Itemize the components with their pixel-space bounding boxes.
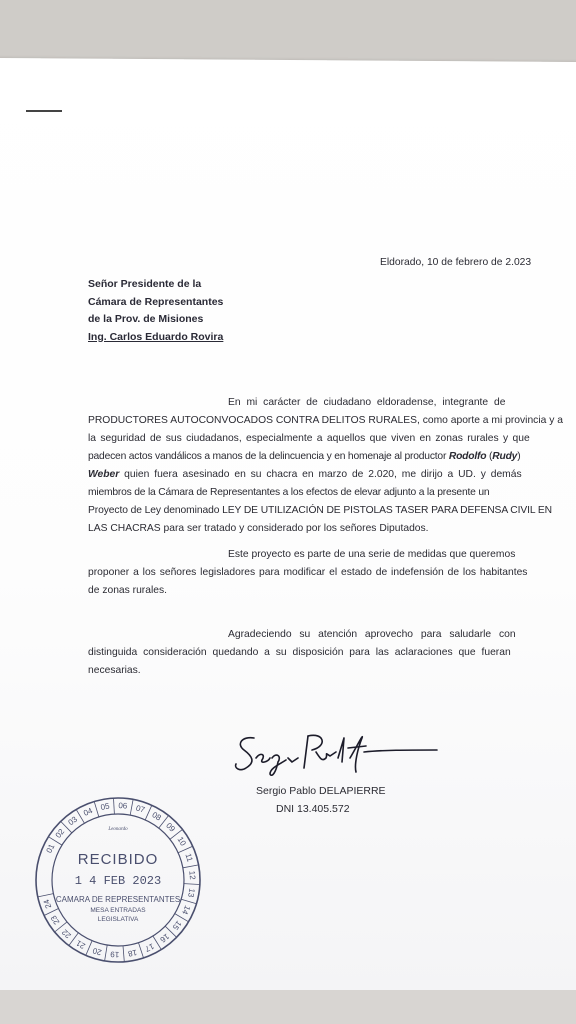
stamp-day-number: 11 [183,852,195,863]
paragraph-3-line: distinguida consideración quedando a su disposición para las aclaraciones que fueran [88,647,511,658]
page-bottom-edge [0,990,576,1024]
stamp-divider [183,865,199,868]
stamp-day-number: 08 [150,810,163,823]
stamp-day-number: 24 [41,898,54,910]
stamp-day-number: 05 [99,801,111,812]
stamp-day-number: 04 [82,806,94,818]
addressee-name: Ing. Carlos Eduardo Rovira [88,330,224,343]
stamp-day-number: 03 [66,814,80,828]
stamp-chamber: CAMARA DE REPRESENTANTES [55,895,181,904]
stamp-day-number: 15 [170,918,184,932]
paragraph-1-line: En mi carácter de ciudadano eldoradense, integrante de [228,397,506,408]
stamp-divider [139,943,144,958]
paragraph-1-line: la seguridad de sus ciudadanos, especialmente a aquellos que viven en zonas rurales y que [88,433,530,444]
paragraph-1-line: Proyecto de Ley denominado LEY DE UTILIZACIÓN DE PISTOLAS TASER PARA DEFENSA CIVIL EN [88,505,553,516]
stamp-day-number: 19 [110,949,120,959]
stamp-day-number: 09 [164,821,177,834]
stamp-day-number: 07 [134,803,147,815]
producer-nickname: Rudy [492,451,518,462]
paragraph-2-line: proponer a los señores legisladores para modificar el estado de indefensión de los habitantes [88,567,528,578]
paragraph-1-line: PRODUCTORES AUTOCONVOCADOS CONTRA DELITOS RURALES, como aporte a mi provincia y a [88,415,563,426]
paragraph-3-line: necesarias. [88,665,141,676]
stamp-divider [181,899,196,904]
stamp-department: LEGISLATIVA [97,916,139,923]
letter-date: Eldorado, 10 de febrero de 2.023 [380,257,532,268]
stamp-day-number: 21 [74,938,87,951]
stamp-day-number: 16 [158,931,171,945]
stamp-day-number: 14 [180,904,192,916]
margin-dash [26,110,62,112]
signer-name: Sergio Pablo DELAPIERRE [256,785,386,797]
producer-surname: Weber [88,469,120,480]
handwritten-signature [232,728,442,780]
paragraph-1-line [88,448,520,466]
paragraph-2-line: Este proyecto es parte de una serie de medidas que queremos [228,549,516,560]
producer-first-name: Rodolfo [448,451,487,462]
stamp-day-number: 02 [53,827,67,840]
text-run: quien fuera asesinado en su chacra en marzo de 2.020, me dirijo a UD. y demás [119,469,522,480]
text-run: padecen actos vandálicos a manos de la delincuencia y en homenaje al productor [88,451,449,462]
stamp-day-number: 06 [118,801,128,811]
stamp-day-number: 12 [187,870,197,880]
stamp-day-number: 17 [143,941,156,954]
stamp-date: 1 4 FEB 2023 [74,874,162,888]
stamp-day-number: 01 [44,842,57,855]
signer-dni: DNI 13.405.572 [276,803,350,815]
stamp-day-number: 22 [60,927,73,941]
stamp-day-number: 23 [49,913,62,927]
paragraph-1-line: LAS CHACRAS para ser tratado y considerado por los señores Diputados. [88,523,429,534]
addressee-line: de la Prov. de Misiones [88,313,204,325]
addressee-line: Cámara de Representantes [88,295,224,308]
stamp-day-number: 10 [175,835,188,848]
paragraph-2-line: de zonas rurales. [88,585,167,596]
stamp-initials: Leonardo [108,827,128,832]
received-stamp [34,796,202,964]
paragraph-1-line: miembros de la Cámara de Representantes a los efectos de elevar adjunto a la presente un [88,487,490,498]
stamp-divider [184,884,200,885]
stamp-title: RECIBIDO [77,851,159,868]
paragraph-3-line: Agradeciendo su atención aprovecho para saludarle con [228,629,516,640]
stamp-divider [105,945,108,961]
stamp-office: MESA ENTRADAS [90,907,146,914]
stamp-day-number: 13 [186,887,197,899]
text-run: ) [517,451,521,462]
stamp-divider [94,802,99,817]
addressee-block [88,276,223,346]
paragraph-1-line [88,466,522,484]
stamp-day-number: 18 [127,947,138,959]
addressee-line: Señor Presidente de la [88,278,202,290]
stamp-divider [130,799,133,815]
stamp-day-number: 20 [91,945,103,957]
text-run: ( [486,451,493,462]
stamp-divider [38,894,54,897]
stamp-divider [123,946,124,962]
stamp-divider [114,798,115,814]
